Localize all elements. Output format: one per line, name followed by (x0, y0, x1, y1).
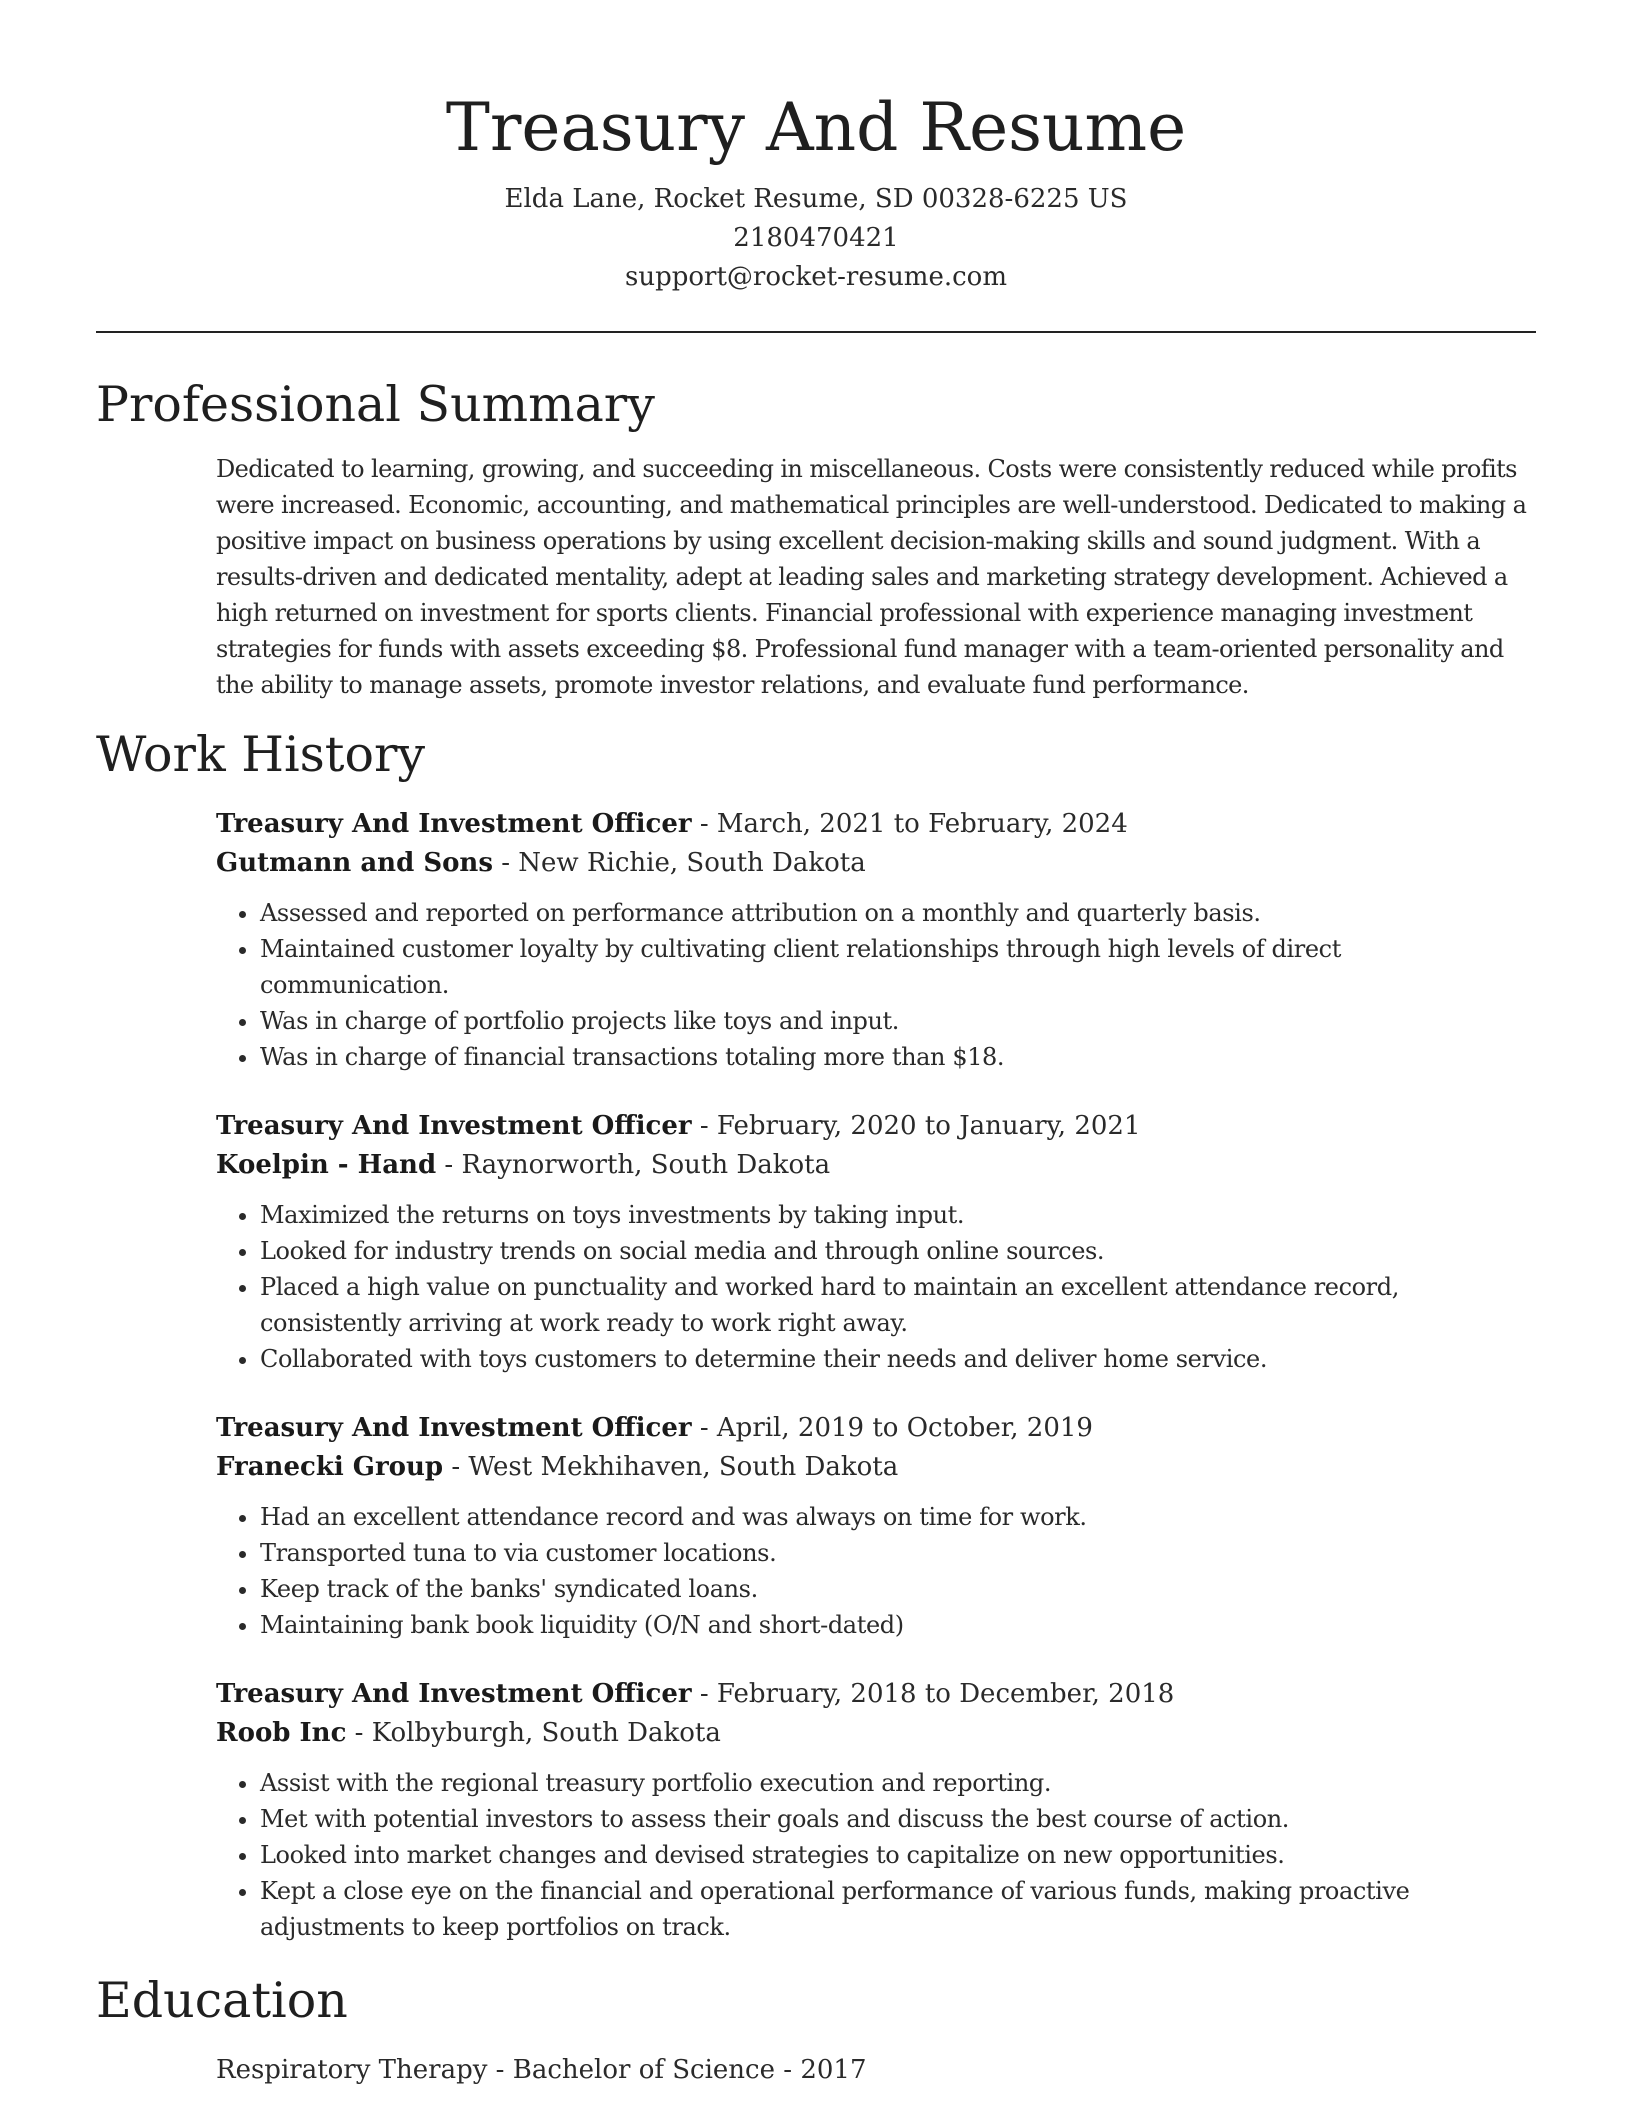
job-company-line (216, 844, 1536, 883)
job-bullet: • Met with potential investors to assess their goals and discuss the best course of action. (260, 1801, 1536, 1837)
job-bullet: • Maximized the returns on toys investments by taking input. (260, 1197, 1536, 1233)
job-company: Roob Inc (216, 1718, 347, 1748)
job-title: Treasury And Investment Officer (216, 809, 692, 839)
summary-section (96, 373, 1536, 703)
job-location: - West Mekhihaven, South Dakota (443, 1452, 899, 1482)
job-company-line (216, 1448, 1536, 1487)
job-company: Gutmann and Sons (216, 848, 493, 878)
job-title: Treasury And Investment Officer (216, 1111, 692, 1141)
contact-address: Elda Lane, Rocket Resume, SD 00328-6225 US (504, 184, 1128, 214)
header-divider (96, 331, 1536, 333)
job-location: - Kolbyburgh, South Dakota (346, 1718, 721, 1748)
job-bullet: • Looked into market changes and devised strategies to capitalize on new opportunities. (260, 1837, 1536, 1873)
job-bullet: • Assist with the regional treasury portfolio execution and reporting. (260, 1765, 1536, 1801)
resume-header (96, 0, 1536, 297)
job-bullet: • Keep track of the banks' syndicated loans. (260, 1571, 1536, 1607)
resume-title: Treasury And Resume (445, 89, 1187, 166)
job-bullet: • Had an excellent attendance record and was always on time for work. (260, 1499, 1536, 1535)
job-location: - New Richie, South Dakota (492, 848, 866, 878)
job-company: Franecki Group (216, 1452, 444, 1482)
job-bullets (216, 1197, 1536, 1377)
job-company-line (216, 1714, 1536, 1753)
education-heading: Education (96, 1972, 348, 2029)
job-bullet: • Placed a high value on punctuality and worked hard to maintain an excellent attendance record, consistently arriving at work ready to work right away. (260, 1269, 1536, 1341)
job-bullets (216, 1765, 1536, 1945)
job-dates: - February, 2018 to December, 2018 (691, 1679, 1175, 1709)
job-bullet: • Maintaining bank book liquidity (O/N and short-dated) (260, 1607, 1536, 1643)
job-entry (216, 1107, 1536, 1377)
resume-page (96, 0, 1536, 2090)
job-title: Treasury And Investment Officer (216, 1679, 692, 1709)
job-bullet: • Assessed and reported on performance attribution on a monthly and quarterly basis. (260, 895, 1536, 931)
job-bullets (216, 895, 1536, 1075)
job-title: Treasury And Investment Officer (216, 1413, 692, 1443)
job-bullets (216, 1499, 1536, 1643)
education-section (96, 1969, 1536, 2090)
job-entry (216, 1409, 1536, 1643)
job-bullet: • Was in charge of financial transactions totaling more than $18. (260, 1039, 1536, 1075)
job-bullet: • Transported tuna to via customer locations. (260, 1535, 1536, 1571)
job-bullet: • Was in charge of portfolio projects like toys and input. (260, 1003, 1536, 1039)
job-title-line (216, 1675, 1536, 1714)
job-bullet: • Looked for industry trends on social media and through online sources. (260, 1233, 1536, 1269)
contact-block (96, 180, 1536, 297)
job-dates: - April, 2019 to October, 2019 (691, 1413, 1093, 1443)
job-bullet: • Kept a close eye on the financial and operational performance of various funds, making proactive adjustments to keep portfolios on track. (260, 1873, 1536, 1945)
education-entry: Respiratory Therapy - Bachelor of Science - 2017 (216, 2055, 867, 2085)
summary-text: Dedicated to learning, growing, and succeeding in miscellaneous. Costs were consistently reduced while profits were increased. Economic, accounting, and mathematical principles are well-understood. Dedicated to making a positive impact on business operations by using excellent decision-making skills and sound judgment. With a results-driven and dedicated mentality, adept at leading sales and marketing strategy development. Achieved a high returned on investment for sports clients. Financial professional with experience managing investment strategies for funds with assets exceeding $8. Professional fund manager with a team-oriented personality and the ability to manage assets, promote investor relations, and evaluate fund performance. (216, 455, 1527, 699)
contact-phone: 2180470421 (733, 223, 899, 253)
job-bullet: • Collaborated with toys customers to determine their needs and deliver home service. (260, 1341, 1536, 1377)
job-location: - Raynorworth, South Dakota (436, 1150, 831, 1180)
job-title-line (216, 1409, 1536, 1448)
job-entry (216, 805, 1536, 1075)
work-history-body (216, 805, 1536, 1945)
job-dates: - March, 2021 to February, 2024 (691, 809, 1128, 839)
job-company: Koelpin - Hand (216, 1150, 437, 1180)
job-bullet: • Maintained customer loyalty by cultivating client relationships through high levels of direct communication. (260, 931, 1536, 1003)
job-company-line (216, 1146, 1536, 1185)
job-title-line (216, 805, 1536, 844)
work-history-heading: Work History (96, 726, 426, 783)
contact-email: support@rocket-resume.com (624, 262, 1007, 292)
summary-heading: Professional Summary (96, 376, 655, 433)
work-history-section (96, 723, 1536, 1945)
education-body (216, 2051, 1536, 2090)
job-dates: - February, 2020 to January, 2021 (691, 1111, 1141, 1141)
job-title-line (216, 1107, 1536, 1146)
summary-body (216, 451, 1536, 703)
job-entry (216, 1675, 1536, 1945)
